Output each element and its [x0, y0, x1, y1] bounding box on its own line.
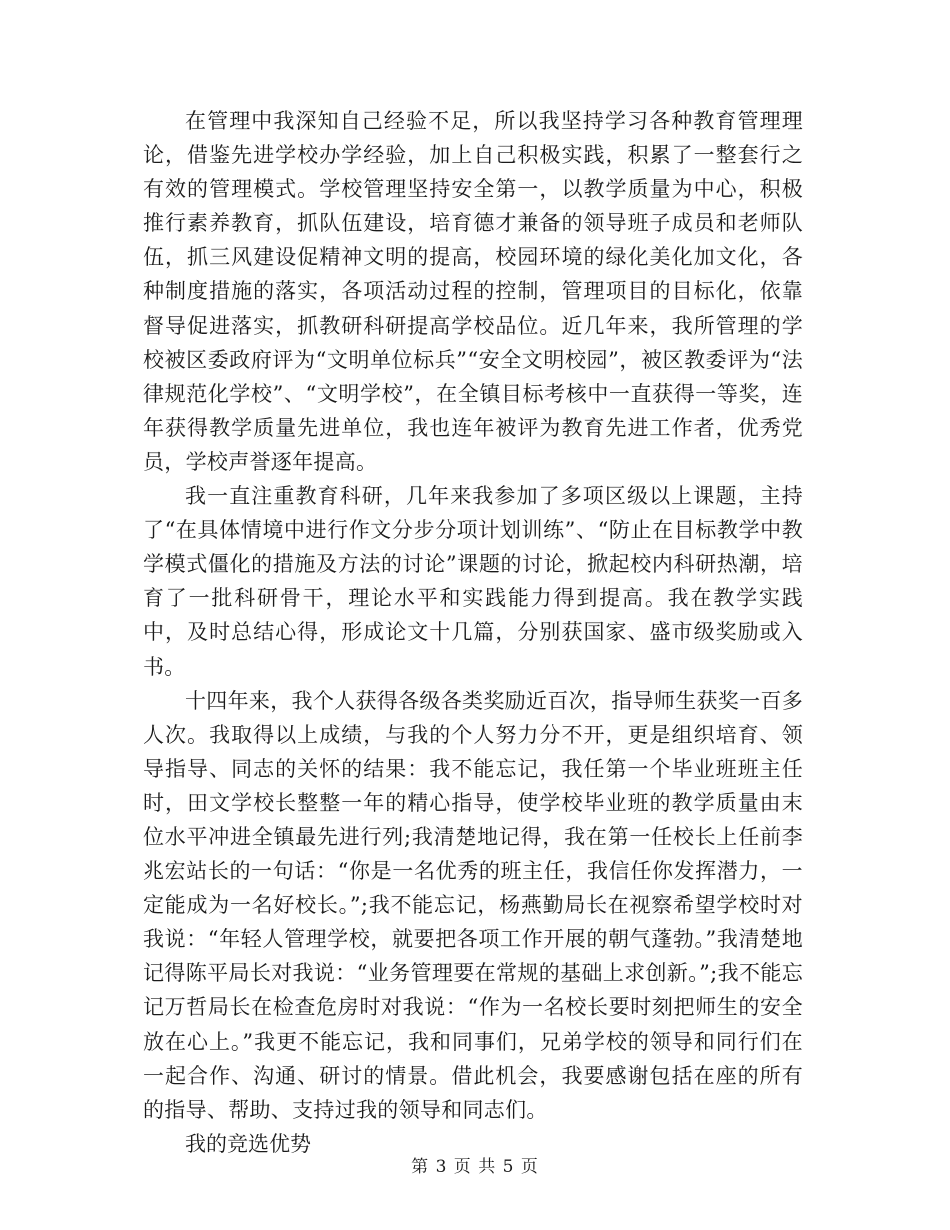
- page-number-footer: 第 3 页 共 5 页: [411, 1157, 539, 1177]
- section-heading: 我的竞选优势: [185, 1131, 311, 1156]
- paragraph-management: 在管理中我深知自己经验不足，所以我坚持学习各种教育管理理论，借鉴先进学校办学经验，加上自己积极实践，积累了一整套行之有效的管理模式。学校管理坚持安全第一，以教学质量为中心，积极推行素养教育，抓队伍建设，培育德才兼备的领导班子成员和老师队伍，抓三风建设促精神文明的提高，校园环境的绿化美化加文化，各种制度措施的落实，各项活动过程的控制，管理项目的目标化，依靠督导促进落实，抓教研科研提高学校品位。近几年来，我所管理的学校被区委政府评为“文明单位标兵”“安全文明校园”，被区教委评为“法律规范化学校”、“文明学校”，在全镇目标考核中一直获得一等奖，连年获得教学质量先进单位，我也连年被评为教育先进工作者，优秀党员，学校声誉逐年提高。: [143, 109, 803, 474]
- paragraph-gratitude: 十四年来，我个人获得各级各类奖励近百次，指导师生获奖一百多人次。我取得以上成绩，与我的个人努力分不开，更是组织培育、领导指导、同志的关怀的结果：我不能忘记，我任第一个毕业班班主任时，田文学校长整整一年的精心指导，使学校毕业班的教学质量由末位水平冲进全镇最先进行列;我清楚地记得，我在第一任校长上任前李兆宏站长的一句话：“你是一名优秀的班主任，我信任你发挥潜力，一定能成为一名好校长。”;我不能忘记，杨燕勤局长在视察希望学校时对我说：“年轻人管理学校，就要把各项工作开展的朝气蓬勃。”我清楚地记得陈平局长对我说：“业务管理要在常规的基础上求创新。”;我不能忘记万哲局长在检查危房时对我说：“作为一名校长要时刻把师生的安全放在心上。”我更不能忘记，我和同事们，兄弟学校的领导和同行们在一起合作、沟通、研讨的情景。借此机会，我要感谢包括在座的所有的指导、帮助、支持过我的领导和同志们。: [143, 688, 803, 1122]
- paragraph-research: 我一直注重教育科研，几年来我参加了多项区级以上课题，主持了“在具体情境中进行作文分步分项计划训练”、“防止在目标教学中教学模式僵化的措施及方法的讨论”课题的讨论，掀起校内科研热潮，培育了一批科研骨干，理论水平和实践能力得到提高。我在教学实践中，及时总结心得，形成论文十几篇，分别获国家、盛市级奖励或入书。: [143, 484, 803, 679]
- document-body: [143, 104, 803, 1161]
